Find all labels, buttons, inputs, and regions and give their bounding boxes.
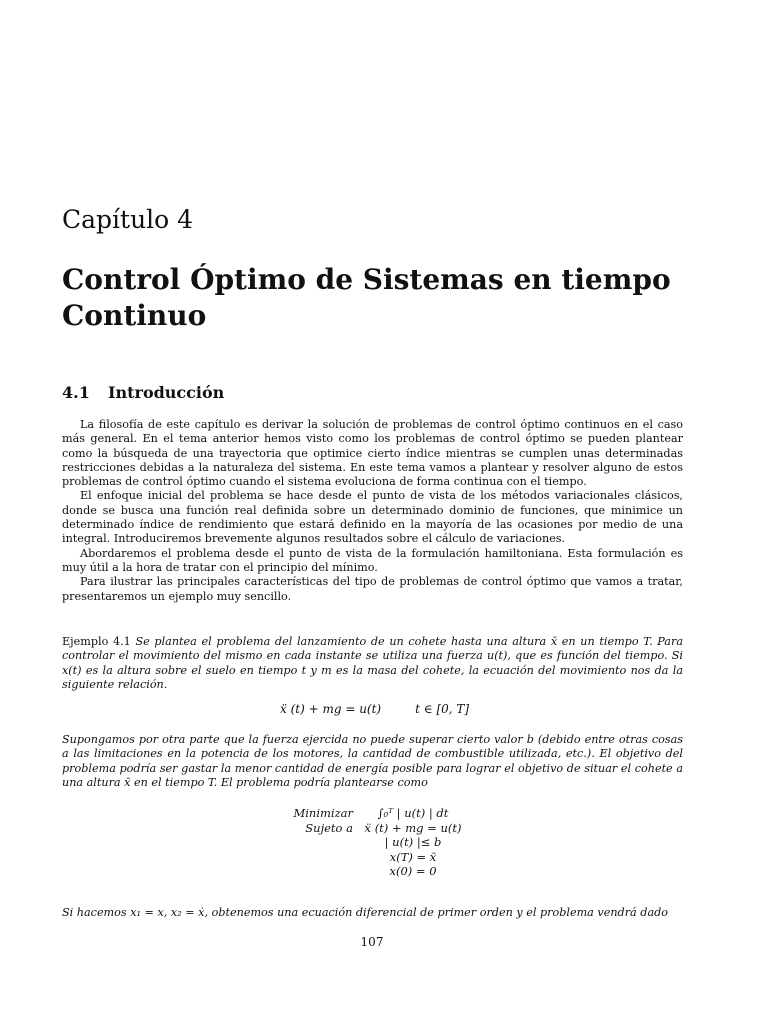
example-block	[62, 635, 683, 692]
intro-paragraph: Para ilustrar las principales características del tipo de problemas de control óptimo que vamos a tratar, presentaremos un ejemplo muy sencillo.	[62, 575, 683, 603]
example-label: Ejemplo 4.1	[62, 635, 131, 648]
optimization-problem	[280, 806, 473, 879]
intro-paragraph: El enfoque inicial del problema se hace desde el punto de vista de los métodos variacionales clásicos, donde se busca una función real definida sobre un determinado dominio de funciones, que minimice un determinado índice de rendimiento que estará definido en la mayoría de las ocasiones por medio de una integral. Introduciremos brevemente algunos resultados sobre el cálculo de variaciones.	[62, 489, 683, 546]
problem-intro-paragraph: Supongamos por otra parte que la fuerza ejercida no puede superar cierto valor b (debido entre otras cosas a las limitaciones en la potencia de los motores, la cantidad de combustible utilizada, etc.). El objetivo del problema podría ser gastar la menor cantidad de energía posible para lograr el objetivo de situar el cohete a una altura x̄ en el tiempo T. El problema podría plantearse como	[62, 733, 683, 789]
minimize-label: Minimizar	[293, 806, 353, 820]
intro-paragraph: La filosofía de este capítulo es derivar la solución de problemas de control óptimo continuos en el caso más general. En el tema anterior hemos visto como los problemas de control óptimo se pueden plantear como la búsqueda de una trayectoria que optimice cierto índice mientras se cumplen unas determinadas restricciones debidas a la naturaleza del sistema. En este tema vamos a plantear y resolver alguno de estos problemas de control óptimo cuando el sistema evoluciona de forma continua con el tiempo.	[62, 418, 683, 489]
example-text: Se plantea el problema del lanzamiento de un cohete hasta una altura x̄ en un tiempo T. Para controlar el movimiento del mismo en cada instante se utiliza una fuerza u(t), que es función del tiempo. Si x(t) es la altura sobre el suelo en tiempo t y m es la masa del cohete, la ecuación del movimiento nos da la siguiente relación.	[62, 635, 683, 691]
intro-paragraph: Abordaremos el problema desde el punto de vista de la formulación hamiltoniana. Esta formulación es muy útil a la hora de tratar con el principio del mínimo.	[62, 546, 683, 574]
constraint: x(0) = 0	[389, 864, 437, 879]
final-text-line: Si hacemos x₁ = x, x₂ = ẋ, obtenemos una ecuación diferencial de primer orden y el problema vendrá dado	[62, 906, 669, 919]
motion-equation	[280, 702, 469, 716]
constraint: x(T) = x̄	[389, 849, 437, 864]
page-number: 107	[360, 935, 384, 949]
objective: ∫₀ᵀ | u(t) | dt	[377, 806, 449, 820]
subject-label: Sujeto a	[305, 820, 353, 835]
constraint: | u(t) |≤ b	[384, 835, 442, 850]
equation-lhs: ẍ (t) + mg = u(t)	[280, 702, 382, 716]
equation-domain: t ∈ [0, T]	[415, 702, 470, 716]
constraint: ẍ (t) + mg = u(t)	[364, 820, 462, 835]
section-number: 4.1	[62, 383, 90, 402]
chapter-label: Capítulo 4	[62, 205, 194, 234]
section-title: Introducción	[108, 383, 225, 402]
chapter-title: Control Óptimo de Sistemas en tiempo Continuo	[62, 263, 671, 332]
intro-text	[62, 418, 683, 604]
section-heading	[62, 383, 224, 402]
